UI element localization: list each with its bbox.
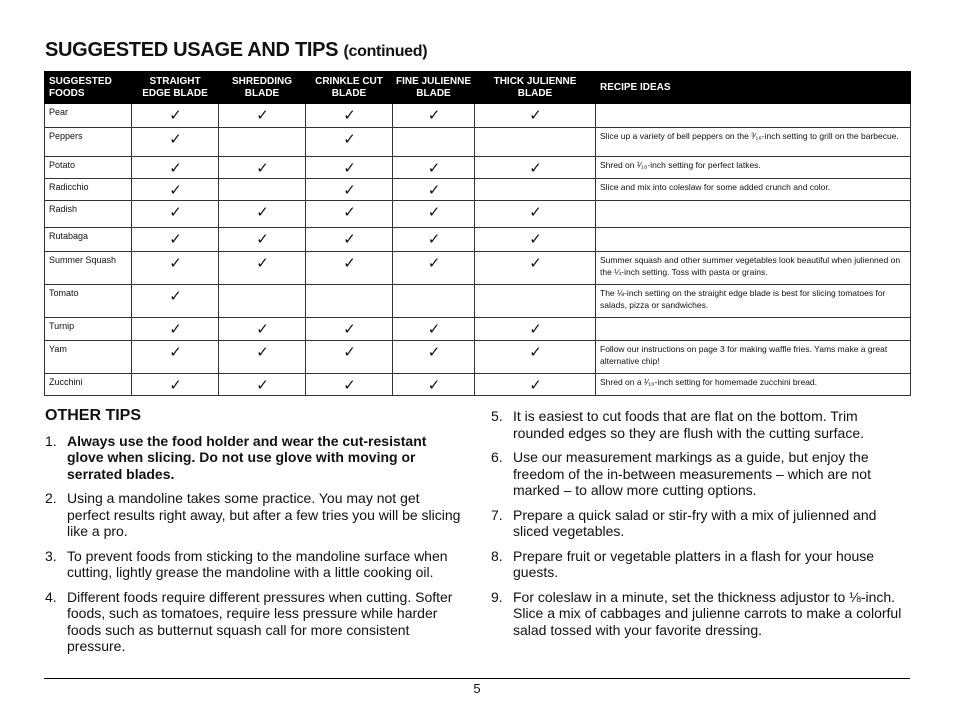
table-row — [45, 252, 911, 285]
tip-text: Different foods require different pressures when cutting. Softer foods, such as tomatoes, require less pressure while harder foods such as butternut squash call for more consistent pressure. — [67, 588, 453, 654]
table-row — [45, 374, 911, 396]
check-mark-icon: ✓ — [132, 104, 219, 128]
tip-number: 7. — [491, 506, 503, 523]
check-mark-icon: ✓ — [132, 128, 219, 157]
tip-text: It is easiest to cut foods that are flat on the bottom. Trim rounded edges so they are flush with the cutting surface. — [513, 408, 864, 441]
table-row — [45, 201, 911, 228]
other-tips-heading: OTHER TIPS — [45, 407, 142, 424]
tip-item — [45, 490, 465, 540]
tip-item — [45, 589, 465, 655]
tip-text: Prepare fruit or vegetable platters in a flash for your house guests. — [513, 547, 875, 580]
check-mark-icon: ✓ — [219, 374, 306, 396]
tips-list-right — [491, 408, 911, 638]
tip-text: To prevent foods from sticking to the mandoline surface when cutting, lightly grease the mandoline with a little cooking oil. — [67, 547, 448, 580]
check-mark-icon: ✓ — [132, 341, 219, 374]
tip-number: 4. — [45, 588, 57, 605]
food-name-cell: Yam — [45, 341, 132, 374]
empty-cell — [393, 128, 475, 157]
food-name-cell: Radish — [45, 201, 132, 228]
tip-item — [491, 589, 911, 639]
header-fine-julienne-blade: FINE JULIENNE BLADE — [393, 72, 475, 104]
tip-text: Using a mandoline takes some practice. You may not get perfect results right away, but after a few tries you will be slicing like a pro. — [67, 490, 461, 539]
tip-text: Always use the food holder and wear the cut-resistant glove when slicing. Do not use glove with moving or serrated blades. — [67, 432, 427, 482]
check-mark-icon: ✓ — [475, 201, 596, 228]
check-mark-icon: ✓ — [475, 374, 596, 396]
food-name-cell: Peppers — [45, 128, 132, 157]
header-thick-julienne-blade: THICK JULIENNE BLADE — [475, 72, 596, 104]
check-mark-icon: ✓ — [219, 252, 306, 285]
check-mark-icon: ✓ — [475, 228, 596, 252]
header-suggested-foods: SUGGESTED FOODS — [45, 72, 132, 104]
tip-item — [491, 449, 911, 499]
empty-cell — [219, 128, 306, 157]
tip-text: Prepare a quick salad or stir-fry with a mix of julienned and sliced vegetables. — [513, 506, 877, 539]
check-mark-icon: ✓ — [132, 228, 219, 252]
check-mark-icon: ✓ — [306, 374, 393, 396]
tip-number: 9. — [491, 588, 503, 605]
empty-cell — [475, 285, 596, 318]
empty-cell — [219, 285, 306, 318]
header-crinkle-cut-blade: CRINKLE CUT BLADE — [306, 72, 393, 104]
check-mark-icon: ✓ — [219, 157, 306, 179]
check-mark-icon: ✓ — [393, 201, 475, 228]
tip-text: Use our measurement markings as a guide, but enjoy the freedom of the in-between measurements – which are not marked – to allow more cutting options. — [513, 449, 871, 498]
footer-rule — [44, 678, 910, 679]
check-mark-icon: ✓ — [475, 157, 596, 179]
tip-number: 6. — [491, 449, 503, 465]
check-mark-icon: ✓ — [219, 341, 306, 374]
table-row — [45, 128, 911, 157]
table-header-row — [45, 72, 911, 104]
table-row — [45, 285, 911, 318]
recipe-idea-cell: Slice and mix into coleslaw for some added crunch and color. — [596, 179, 911, 201]
tip-item — [45, 433, 465, 483]
header-recipe-ideas: RECIPE IDEAS — [596, 72, 911, 104]
food-name-cell: Summer Squash — [45, 252, 132, 285]
table-row — [45, 341, 911, 374]
check-mark-icon: ✓ — [219, 201, 306, 228]
table-row — [45, 228, 911, 252]
title-suffix: (continued) — [343, 43, 428, 60]
check-mark-icon: ✓ — [475, 104, 596, 128]
header-straight-edge-blade: STRAIGHT EDGE BLADE — [132, 72, 219, 104]
page-title — [45, 39, 427, 62]
check-mark-icon: ✓ — [306, 201, 393, 228]
empty-cell — [306, 285, 393, 318]
check-mark-icon: ✓ — [393, 252, 475, 285]
tip-number: 1. — [45, 432, 57, 449]
recipe-idea-cell: The ⅛-inch setting on the straight edge blade is best for slicing tomatoes for salads, pizza or sandwiches. — [596, 285, 911, 318]
check-mark-icon: ✓ — [219, 318, 306, 341]
empty-cell — [393, 285, 475, 318]
check-mark-icon: ✓ — [393, 374, 475, 396]
check-mark-icon: ✓ — [132, 179, 219, 201]
tip-number: 5. — [491, 408, 503, 424]
check-mark-icon: ✓ — [306, 318, 393, 341]
check-mark-icon: ✓ — [132, 318, 219, 341]
recipe-idea-cell — [596, 201, 911, 228]
table-row — [45, 318, 911, 341]
tip-item — [491, 507, 911, 540]
check-mark-icon: ✓ — [393, 341, 475, 374]
title-main: SUGGESTED USAGE AND TIPS — [45, 39, 339, 61]
tip-number: 2. — [45, 490, 57, 506]
tip-number: 8. — [491, 547, 503, 564]
recipe-idea-cell: Shred on a ¹⁄₁₆-inch setting for homemade zucchini bread. — [596, 374, 911, 396]
check-mark-icon: ✓ — [306, 179, 393, 201]
check-mark-icon: ✓ — [132, 374, 219, 396]
tip-item — [45, 548, 465, 581]
check-mark-icon: ✓ — [306, 228, 393, 252]
check-mark-icon: ✓ — [132, 157, 219, 179]
other-tips-left-column — [45, 408, 465, 663]
recipe-idea-cell: Summer squash and other summer vegetables look beautiful when julienned on the ¼-inch setting. Toss with pasta or grains. — [596, 252, 911, 285]
recipe-idea-cell — [596, 228, 911, 252]
food-name-cell: Rutabaga — [45, 228, 132, 252]
tips-list-left — [45, 433, 465, 655]
check-mark-icon: ✓ — [393, 179, 475, 201]
check-mark-icon: ✓ — [132, 252, 219, 285]
food-name-cell: Radicchio — [45, 179, 132, 201]
recipe-idea-cell: Shred on ¹⁄₁₆-inch setting for perfect latkes. — [596, 157, 911, 179]
check-mark-icon: ✓ — [475, 341, 596, 374]
check-mark-icon: ✓ — [219, 104, 306, 128]
check-mark-icon: ✓ — [132, 201, 219, 228]
check-mark-icon: ✓ — [475, 252, 596, 285]
check-mark-icon: ✓ — [306, 157, 393, 179]
recipe-idea-cell: Slice up a variety of bell peppers on the ³⁄₁₆-inch setting to grill on the barbecue. — [596, 128, 911, 157]
check-mark-icon: ✓ — [306, 341, 393, 374]
check-mark-icon: ✓ — [132, 285, 219, 318]
check-mark-icon: ✓ — [306, 128, 393, 157]
table-row — [45, 179, 911, 201]
recipe-idea-cell — [596, 318, 911, 341]
food-name-cell: Tomato — [45, 285, 132, 318]
check-mark-icon: ✓ — [306, 252, 393, 285]
tip-item — [491, 548, 911, 581]
recipe-idea-cell: Follow our instructions on page 3 for making waffle fries. Yams make a great alternative chip! — [596, 341, 911, 374]
recipe-idea-cell — [596, 104, 911, 128]
food-name-cell: Potato — [45, 157, 132, 179]
check-mark-icon: ✓ — [393, 104, 475, 128]
header-shredding-blade: SHREDDING BLADE — [219, 72, 306, 104]
page-number: 5 — [473, 681, 481, 696]
empty-cell — [475, 179, 596, 201]
table-row — [45, 157, 911, 179]
check-mark-icon: ✓ — [393, 228, 475, 252]
food-name-cell: Turnip — [45, 318, 132, 341]
check-mark-icon: ✓ — [306, 104, 393, 128]
tip-text: For coleslaw in a minute, set the thickness adjustor to ⅛-inch. Slice a mix of cabbages and julienne carrots to make a colorful salad tossed with your favorite dressing. — [513, 588, 902, 638]
check-mark-icon: ✓ — [393, 318, 475, 341]
table-body — [45, 104, 911, 396]
food-name-cell: Pear — [45, 104, 132, 128]
check-mark-icon: ✓ — [475, 318, 596, 341]
check-mark-icon: ✓ — [219, 228, 306, 252]
usage-table — [44, 71, 911, 396]
check-mark-icon: ✓ — [393, 157, 475, 179]
empty-cell — [219, 179, 306, 201]
other-tips-right-column — [491, 408, 911, 646]
tip-number: 3. — [45, 547, 57, 564]
empty-cell — [475, 128, 596, 157]
food-name-cell: Zucchini — [45, 374, 132, 396]
tip-item — [491, 408, 911, 441]
table-row — [45, 104, 911, 128]
